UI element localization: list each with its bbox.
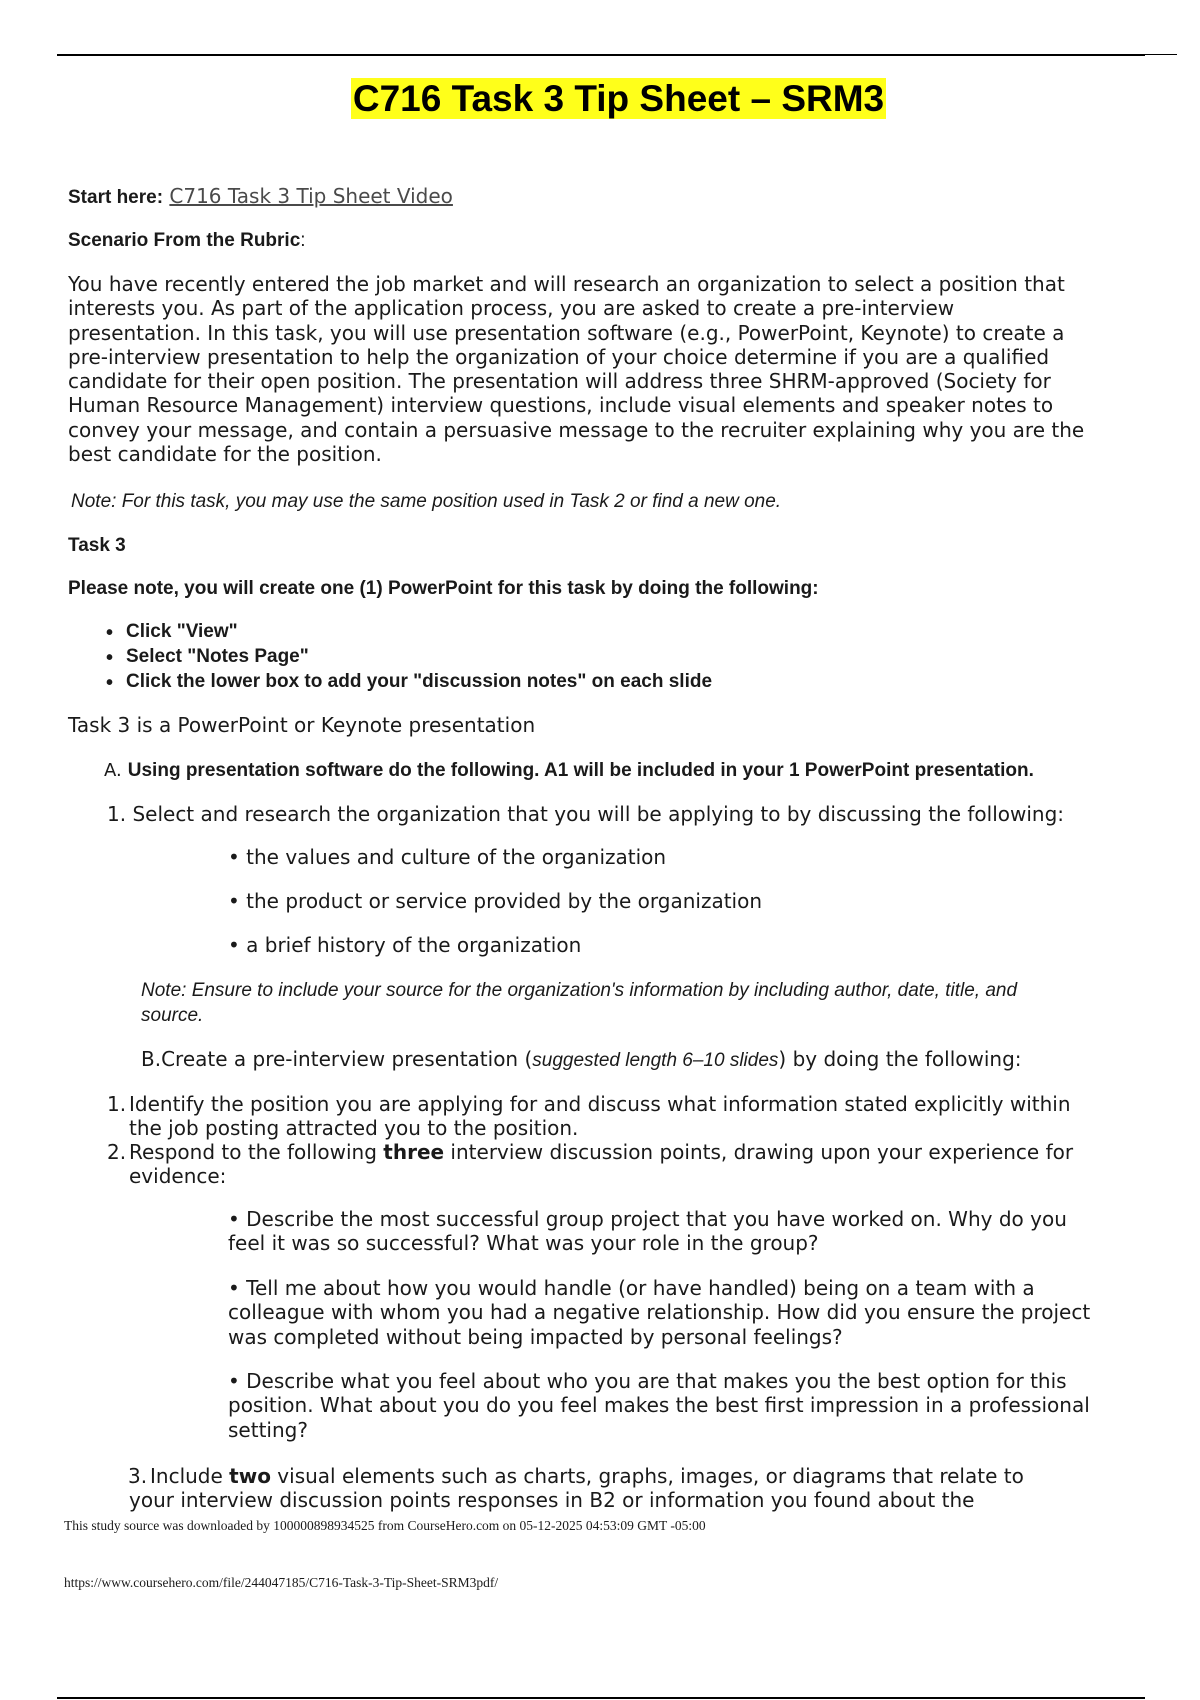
scenario-paragraph: [68, 272, 1188, 466]
b3-item: [128, 1464, 1024, 1513]
steps-list: [126, 619, 712, 694]
task3-heading: Task 3: [68, 535, 126, 556]
section-b-suffix: ) by doing the following:: [778, 1047, 1022, 1071]
b3-line2: your interview discussion points responses in B2 or information you found about the: [129, 1488, 975, 1513]
scenario-heading-label: Scenario From the Rubric: [68, 230, 301, 251]
b2-item: [107, 1140, 1073, 1189]
tip-sheet-video-link[interactable]: C716 Task 3 Tip Sheet Video: [169, 184, 453, 208]
b1-line: Identify the position you are applying for and discuss what information stated explicitly within: [129, 1092, 1071, 1116]
scenario-line: Human Resource Management) interview questions, include visual elements and speaker notes to: [68, 393, 1054, 418]
scenario-line: You have recently entered the job market and will research an organization to select a position that: [68, 272, 1065, 296]
b2-point: [228, 1369, 1090, 1442]
b3-line1-suffix: visual elements such as charts, graphs, images, or diagrams that relate to: [270, 1464, 1024, 1488]
b1-number: 1.: [107, 1092, 127, 1116]
b1-item: [107, 1092, 1071, 1141]
b2-point: [228, 1276, 1090, 1349]
scenario-heading-colon: :: [300, 230, 306, 251]
task-note: Note: For this task, you may use the same position used in Task 2 or find a new one.: [71, 491, 782, 512]
b2-point-line: colleague with whom you had a negative relationship. How did you ensure the project: [228, 1300, 1091, 1325]
scenario-line: candidate for their open position. The presentation will address three SHRM-approved (Society for: [68, 369, 1051, 394]
b2-line1-bold: three: [383, 1140, 445, 1164]
section-b-italic: suggested length 6–10 slides: [532, 1050, 779, 1071]
b2-point-line: • Describe the most successful group project that you have worked on. Why do you: [228, 1207, 1067, 1231]
b2-point-line: position. What about you do you feel makes the best first impression in a professional: [228, 1393, 1090, 1418]
scenario-line: convey your message, and contain a persuasive message to the recruiter explaining why you are the: [68, 417, 1085, 442]
scenario-heading: [68, 230, 306, 252]
start-here-line: [68, 184, 453, 210]
source-note: [141, 979, 1017, 1028]
b2-point-line: • Describe what you feel about who you are that makes you the best option for this: [228, 1369, 1067, 1393]
section-b-prefix: B.Create a pre-interview presentation (: [141, 1047, 533, 1071]
b2-line2: evidence:: [129, 1164, 227, 1189]
scenario-line: best candidate for the position.: [68, 442, 382, 467]
b2-number: 2.: [107, 1140, 127, 1164]
start-here-label: Start here:: [68, 187, 164, 208]
b2-point-line: • Tell me about how you would handle (or have handled) being on a team with a: [228, 1276, 1035, 1300]
scenario-line: presentation. In this task, you will use presentation software (e.g., PowerPoint, Keynote) to create a: [68, 320, 1065, 345]
bottom-rule: [57, 1697, 1145, 1699]
top-rule: [57, 54, 1145, 56]
b2-point: [228, 1207, 1067, 1256]
b3-number: 3.: [128, 1464, 148, 1488]
b2-line1-prefix: Respond to the following: [129, 1140, 384, 1164]
b2-point-line: was completed without being impacted by personal feelings?: [228, 1324, 843, 1349]
b2-point-line: feel it was so successful? What was your role in the group?: [228, 1231, 819, 1256]
a1-point: • the product or service provided by the organization: [228, 889, 763, 913]
b1-line: the job posting attracted you to the position.: [129, 1116, 579, 1141]
scenario-line: interests you. As part of the application process, you are asked to create a pre-interview: [68, 296, 955, 321]
section-a-text: Using presentation software do the following. A1 will be included in your 1 PowerPoint presentation.: [127, 760, 1034, 781]
a1-point: • the values and culture of the organization: [228, 845, 667, 869]
a1-number: 1.: [107, 802, 127, 826]
a1-text: Select and research the organization that you will be applying to by discussing the following:: [132, 802, 1065, 826]
section-b: [141, 1047, 1022, 1072]
scenario-line: pre-interview presentation to help the organization of your choice determine if you are a qualified: [68, 344, 1050, 369]
b2-point-line: setting?: [228, 1417, 308, 1442]
please-note: Please note, you will create one (1) PowerPoint for this task by doing the following:: [68, 578, 819, 599]
top-rule-tail: [1145, 54, 1177, 55]
b2-line1-suffix: interview discussion points, drawing upon your experience for: [444, 1140, 1074, 1164]
a1-point: • a brief history of the organization: [228, 933, 582, 957]
task3-description: Task 3 is a PowerPoint or Keynote presentation: [68, 713, 536, 737]
download-notice: This study source was downloaded by 100000898934525 from CourseHero.com on 05-12-2025 04:53:09 GMT -05:00: [64, 1518, 706, 1533]
source-url[interactable]: https://www.coursehero.com/file/244047185/C716-Task-3-Tip-Sheet-SRM3pdf/: [64, 1575, 499, 1590]
step-item: • Click the lower box to add your "discussion notes" on each slide: [126, 669, 712, 694]
section-a-letter: A.: [104, 760, 122, 781]
step-item: • Click "View": [126, 619, 712, 644]
source-note-line: source.: [141, 1004, 204, 1026]
a1-item: [107, 802, 1064, 826]
page-title: C716 Task 3 Tip Sheet – SRM3: [352, 78, 885, 119]
section-a: [104, 759, 1034, 782]
step-item: • Select "Notes Page": [126, 644, 712, 669]
b3-line1-prefix: Include: [150, 1464, 230, 1488]
b3-line1-bold: two: [229, 1464, 271, 1488]
source-note-line: Note: Ensure to include your source for the organization's information by including author, date, title, and: [141, 980, 1018, 1001]
